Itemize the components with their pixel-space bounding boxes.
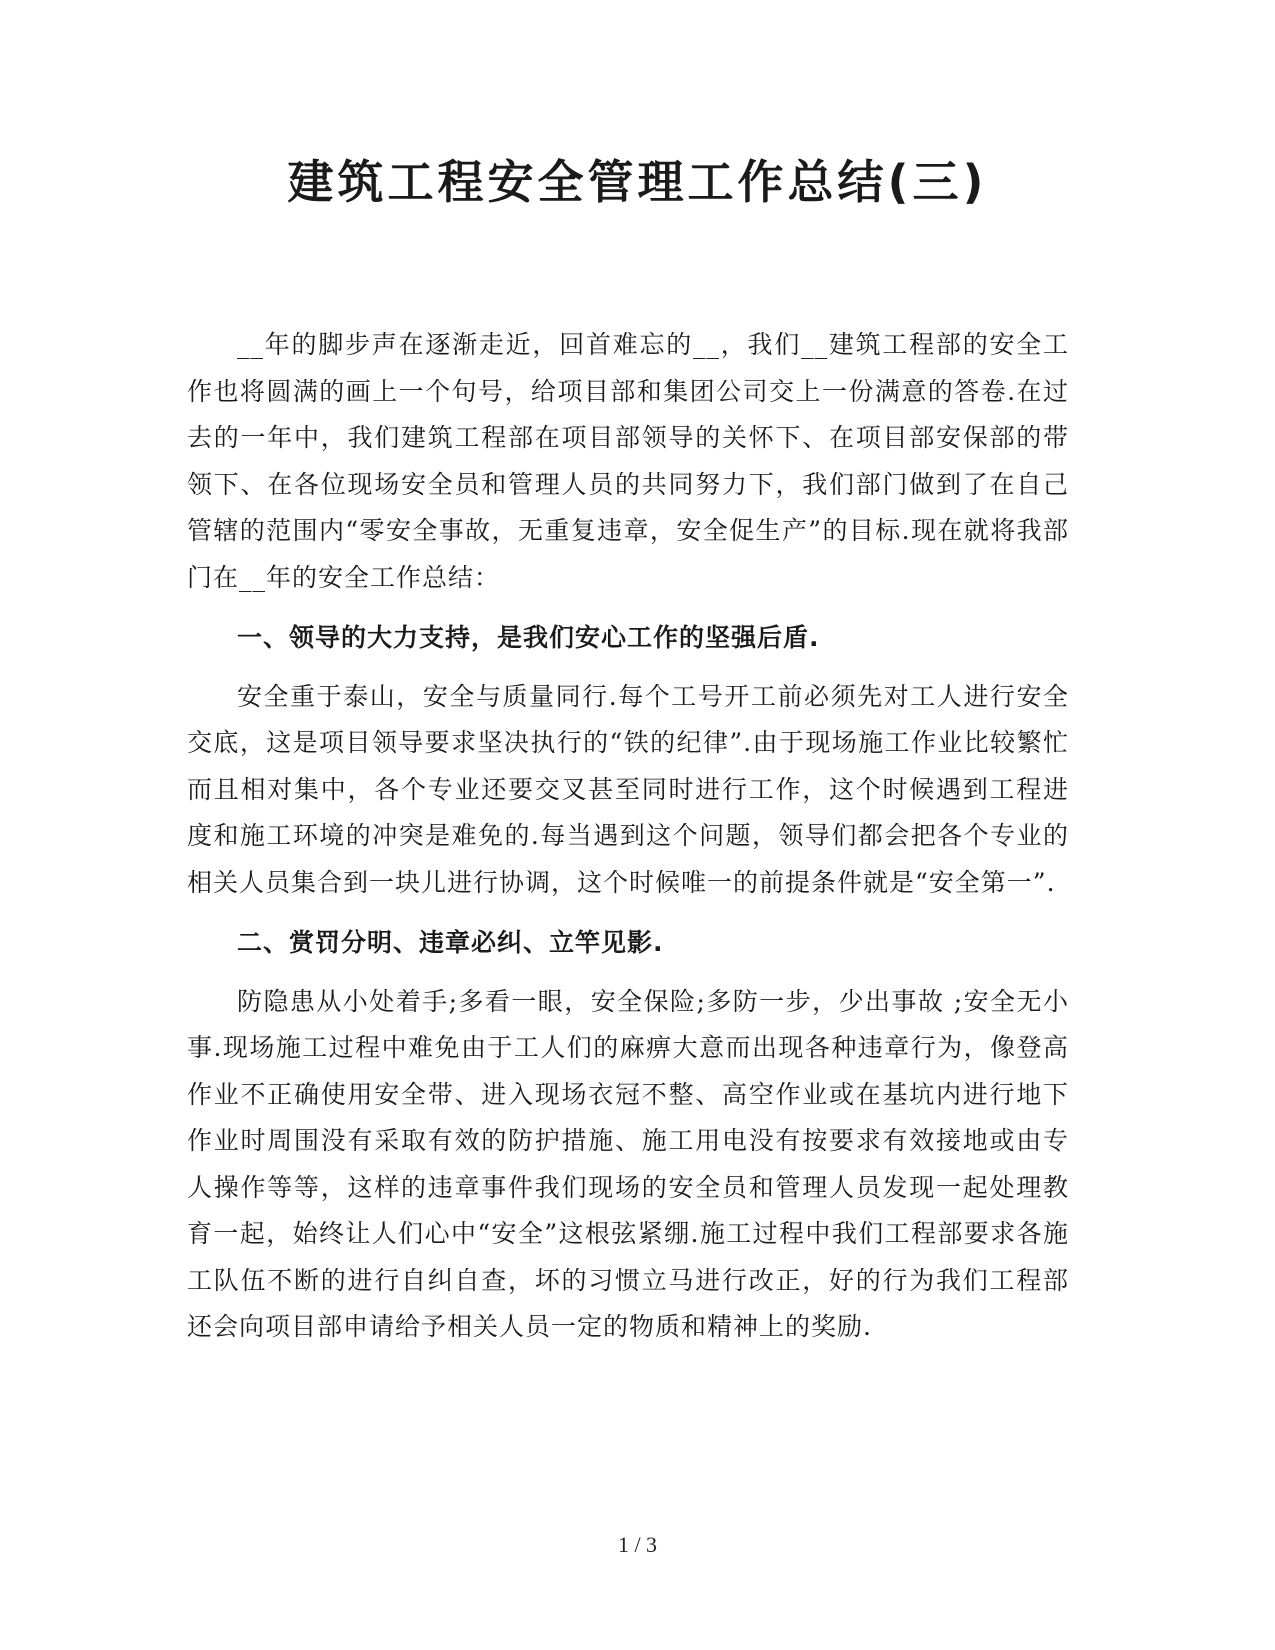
page-number: 1 / 3	[617, 1532, 658, 1557]
intro-paragraph: __年的脚步声在逐渐走近，回首难忘的__，我们__建筑工程部的安全工作也将圆满的画上一个句号，给项目部和集团公司交上一份满意的答卷.在过去的一年中，我们建筑工程部在项目部领导的关怀下、在项目部安保部的带领下、在各位现场安全员和管理人员的共同努力下，我们部门做到了在自己管辖的范围内“零安全事故，无重复违章，安全促生产”的目标.现在就将我部门在__年的安全工作总结：	[187, 330, 1069, 592]
document-title: 建筑工程安全管理工作总结(三)	[287, 155, 988, 209]
section-heading-1: 一、领导的大力支持，是我们安心工作的坚强后盾.	[237, 623, 820, 652]
section-1-paragraph: 安全重于泰山，安全与质量同行.每个工号开工前必须先对工人进行安全交底，这是项目领导要求坚决执行的“铁的纪律”.由于现场施工作业比较繁忙而且相对集中，各个专业还要交叉甚至同时进行工作，这个时候遇到工程进度和施工环境的冲突是难免的.每当遇到这个问题，领导们都会把各个专业的相关人员集合到一块儿进行协调，这个时候唯一的前提条件就是“安全第一”.	[187, 681, 1069, 897]
section-2-paragraph: 防隐患从小处着手;多看一眼，安全保险;多防一步，少出事故 ;安全无小事.现场施工过程中难免由于工人们的麻痹大意而出现各种违章行为，像登高作业不正确使用安全带、进入现场衣冠不整、高空作业或在基坑内进行地下作业时周围没有采取有效的防护措施、施工用电没有按要求有效接地或由专人操作等等，这样的违章事件我们现场的安全员和管理人员发现一起处理教育一起，始终让人们心中“安全”这根弦紧绷.施工过程中我们工程部要求各施工队伍不断的进行自纠自查，坏的习惯立马进行改正，好的行为我们工程部还会向项目部申请给予相关人员一定的物质和精神上的奖励.	[187, 986, 1069, 1341]
section-heading-2: 二、赏罚分明、违章必纠、立竿见影.	[237, 928, 664, 957]
document-body	[187, 322, 1069, 1351]
